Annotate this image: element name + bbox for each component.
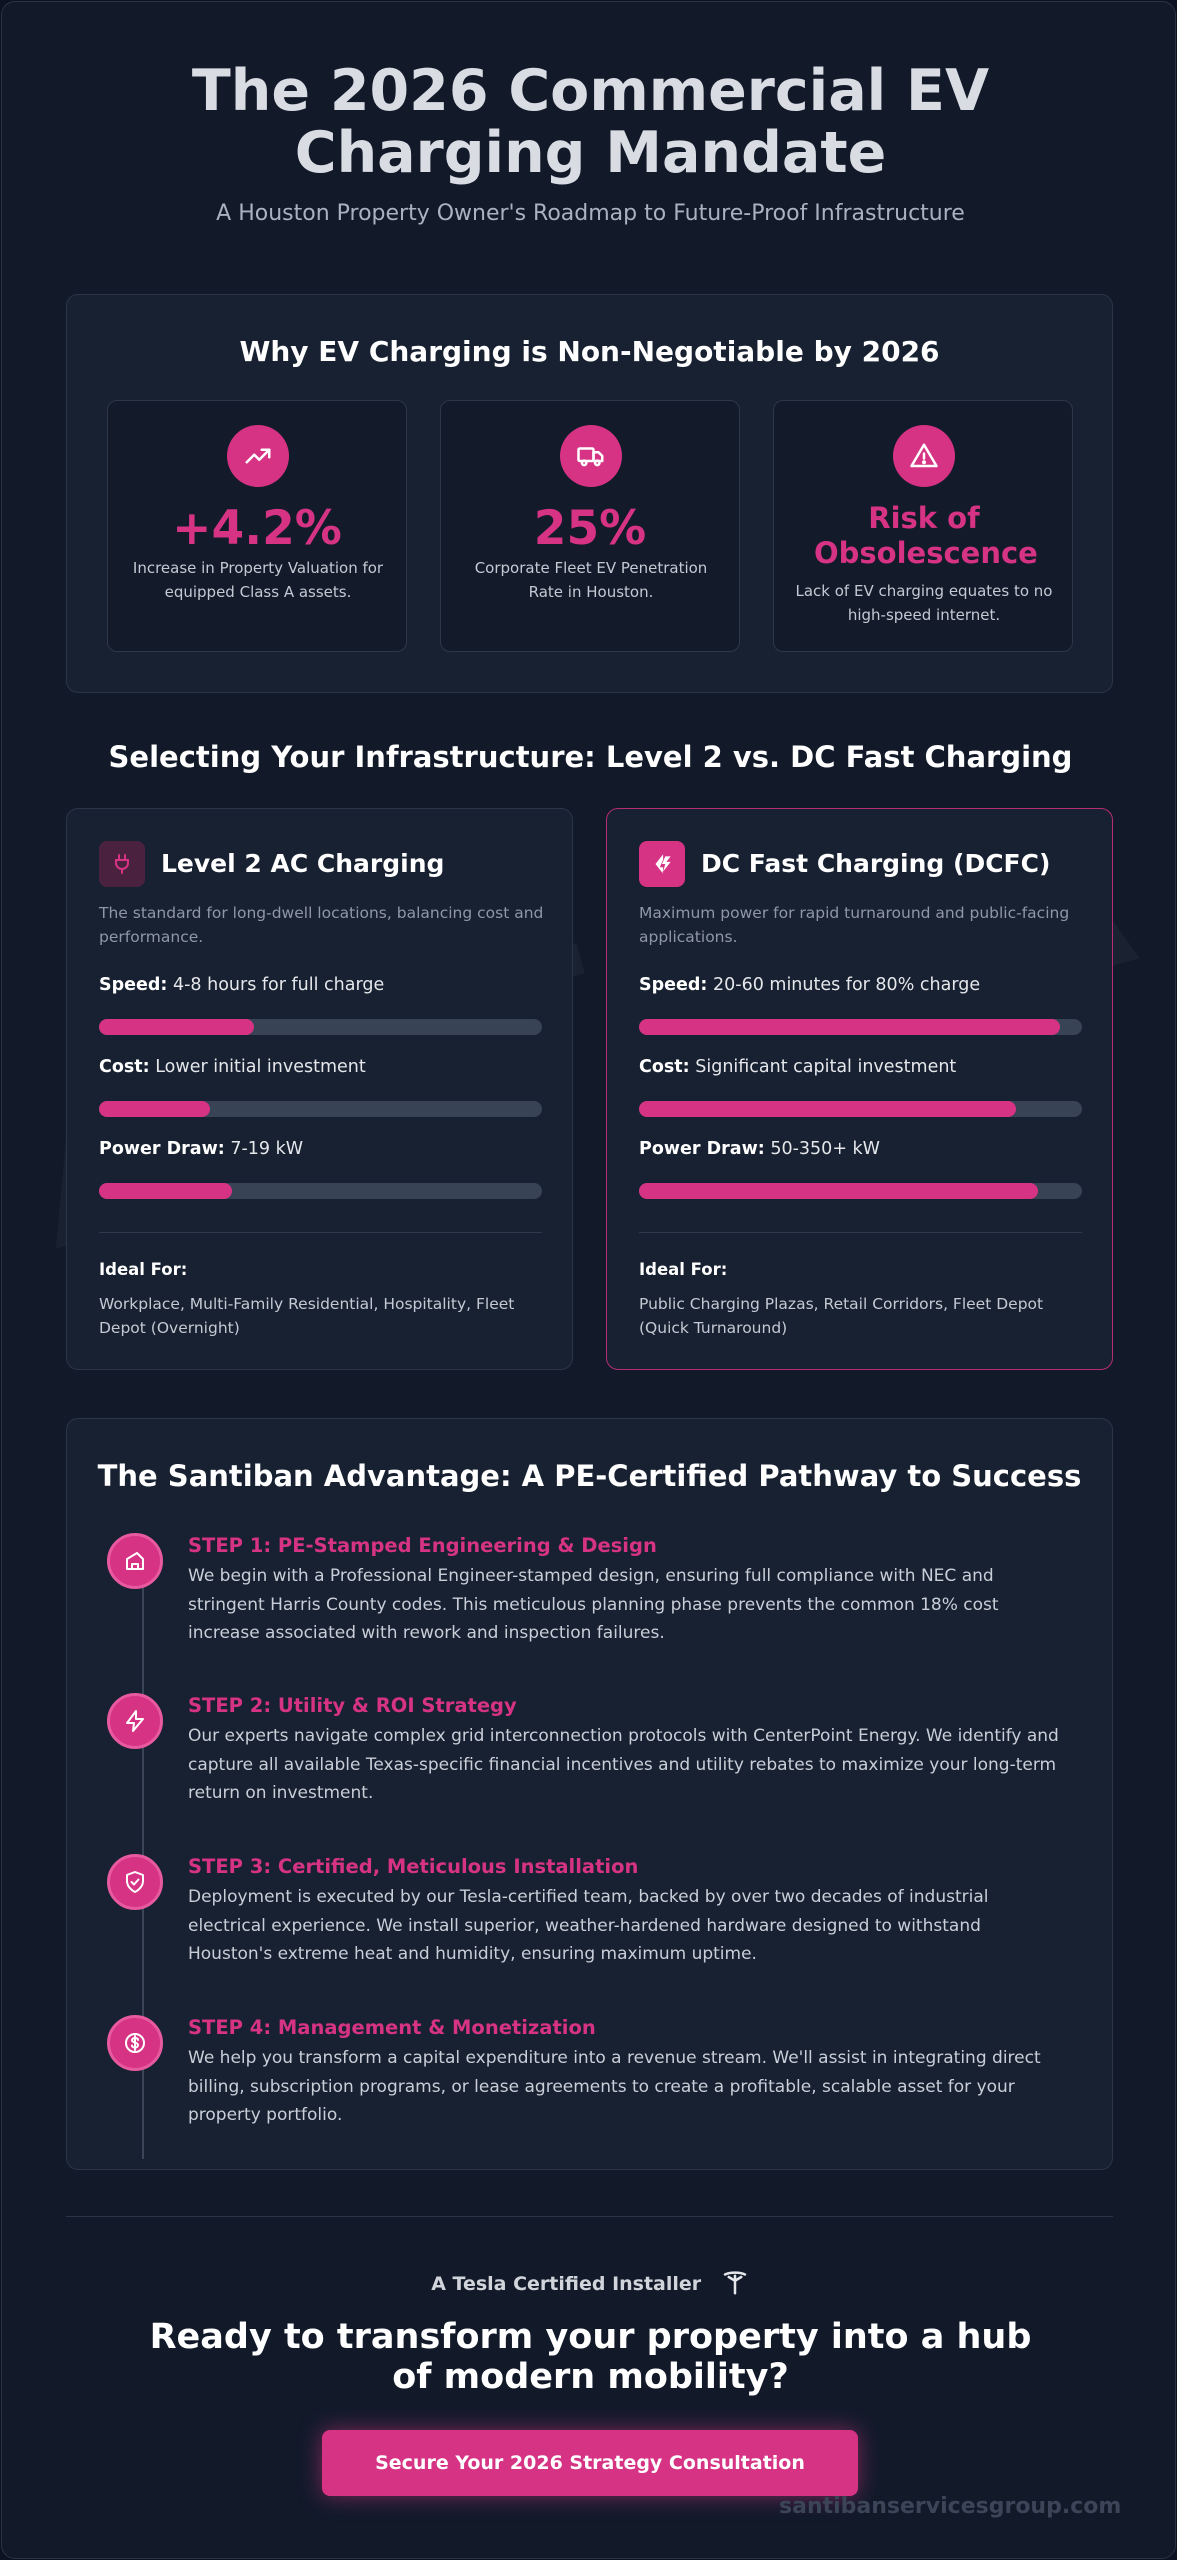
cta-line-2: of modern mobility? xyxy=(392,2357,789,2397)
divider xyxy=(99,1232,542,1233)
pathway-heading: The Santiban Advantage: A PE-Certified Pathway to Success xyxy=(97,1459,1082,1493)
ideal-text: Public Charging Plazas, Retail Corridors, Fleet Depot (Quick Turnaround) xyxy=(639,1295,1044,1337)
metric-speed: Speed: 4-8 hours for full charge xyxy=(99,975,385,995)
bar-fill xyxy=(99,1101,210,1117)
cost-bar xyxy=(639,1101,1082,1117)
speed-bar xyxy=(639,1019,1082,1035)
design-icon xyxy=(107,1533,163,1589)
metric-speed: Speed: 20-60 minutes for 80% charge xyxy=(639,975,981,995)
certified-text: A Tesla Certified Installer xyxy=(431,2273,702,2295)
cta-line-1: Ready to transform your property into a hub xyxy=(149,2317,1032,2357)
stat-value: 25% xyxy=(533,501,647,556)
step-title: STEP 1: PE-Stamped Engineering & Design xyxy=(188,1534,657,1557)
stat-desc: Corporate Fleet EV Penetration Rate in Houston. xyxy=(474,559,708,601)
plug-icon xyxy=(99,841,145,887)
shield-check-icon xyxy=(107,1854,163,1910)
site-url[interactable]: santibanservicesgroup.com xyxy=(779,2494,1122,2519)
stat-value: +4.2% xyxy=(172,501,342,556)
why-panel xyxy=(66,294,1113,693)
warning-icon xyxy=(893,425,955,487)
stat-desc: Lack of EV charging equates to no high-speed internet. xyxy=(795,582,1053,624)
metric-cost: Cost: Significant capital investment xyxy=(639,1057,957,1077)
step-title: STEP 3: Certified, Meticulous Installation xyxy=(188,1855,639,1878)
power-bar xyxy=(99,1183,542,1199)
step-title: STEP 4: Management & Monetization xyxy=(188,2016,596,2039)
tesla-logo-icon xyxy=(720,2267,750,2302)
bar-fill xyxy=(99,1019,254,1035)
bar-fill xyxy=(99,1183,232,1199)
speed-bar xyxy=(99,1019,542,1035)
bar-fill xyxy=(639,1101,1016,1117)
title-line-2: Charging Mandate xyxy=(294,120,887,186)
ideal-text: Workplace, Multi-Family Residential, Hospitality, Fleet Depot (Overnight) xyxy=(99,1295,515,1337)
cta-heading xyxy=(2,2317,1176,2397)
bolt-tag-icon xyxy=(639,841,685,887)
footer-divider xyxy=(66,2216,1113,2217)
power-bar xyxy=(639,1183,1082,1199)
step-title: STEP 2: Utility & ROI Strategy xyxy=(188,1694,517,1717)
consultation-button[interactable]: Secure Your 2026 Strategy Consultation xyxy=(322,2430,858,2496)
certified-badge xyxy=(2,2267,1176,2302)
step-text: We begin with a Professional Engineer-stamped design, ensuring full compliance with NEC and stringent Harris County codes. This meticulous planning phase prevents the common 18% cost increase associated with rework and inspection failures. xyxy=(188,1566,999,1643)
metric-power: Power Draw: 50-350+ kW xyxy=(639,1139,880,1159)
stat-desc: Increase in Property Valuation for equipped Class A assets. xyxy=(132,559,384,601)
stat-value: Risk of Obsolescence xyxy=(814,501,1038,570)
lightning-icon xyxy=(107,1693,163,1749)
ideal-label: Ideal For: xyxy=(99,1260,188,1279)
step-text: We help you transform a capital expenditure into a revenue stream. We'll assist in integrating direct billing, subscription programs, or lease agreements to create a profitable, scalable asset for your property portfolio. xyxy=(188,2048,1041,2125)
bar-fill xyxy=(639,1019,1060,1035)
stat-card-valuation xyxy=(107,400,407,652)
title-line-1: The 2026 Commercial EV xyxy=(191,58,990,124)
dcfc-card xyxy=(606,808,1113,1370)
step-text: Our experts navigate complex grid interconnection protocols with CenterPoint Energy. We identify and capture all available Texas-specific financial incentives and utility rebates to maximize your long-term return on investment. xyxy=(188,1726,1059,1803)
card-title: DC Fast Charging (DCFC) xyxy=(701,849,1051,878)
ideal-label: Ideal For: xyxy=(639,1260,728,1279)
card-desc: The standard for long-dwell locations, balancing cost and performance. xyxy=(99,904,544,946)
page-subtitle: A Houston Property Owner's Roadmap to Future-Proof Infrastructure xyxy=(216,201,965,226)
trend-up-icon xyxy=(227,425,289,487)
bar-fill xyxy=(639,1183,1038,1199)
cost-bar xyxy=(99,1101,542,1117)
divider xyxy=(639,1232,1082,1233)
metric-power: Power Draw: 7-19 kW xyxy=(99,1139,304,1159)
why-heading: Why EV Charging is Non-Negotiable by 2026 xyxy=(239,335,940,368)
step-text: Deployment is executed by our Tesla-certified team, backed by over two decades of industrial electrical experience. We install superior, weather-hardened hardware designed to withstand Houston's extreme heat and humidity, ensuring maximum uptime. xyxy=(188,1887,989,1964)
level2-card xyxy=(66,808,573,1370)
infographic xyxy=(1,1,1176,2559)
page-title xyxy=(2,60,1176,184)
comparison-heading: Selecting Your Infrastructure: Level 2 vs. DC Fast Charging xyxy=(108,740,1073,774)
card-title: Level 2 AC Charging xyxy=(161,849,445,878)
truck-icon xyxy=(560,425,622,487)
pathway-panel xyxy=(66,1418,1113,2170)
stat-card-obsolescence xyxy=(773,400,1073,652)
stat-card-fleet xyxy=(440,400,740,652)
card-desc: Maximum power for rapid turnaround and public-facing applications. xyxy=(639,904,1070,946)
dollar-icon xyxy=(107,2015,163,2071)
metric-cost: Cost: Lower initial investment xyxy=(99,1057,366,1077)
